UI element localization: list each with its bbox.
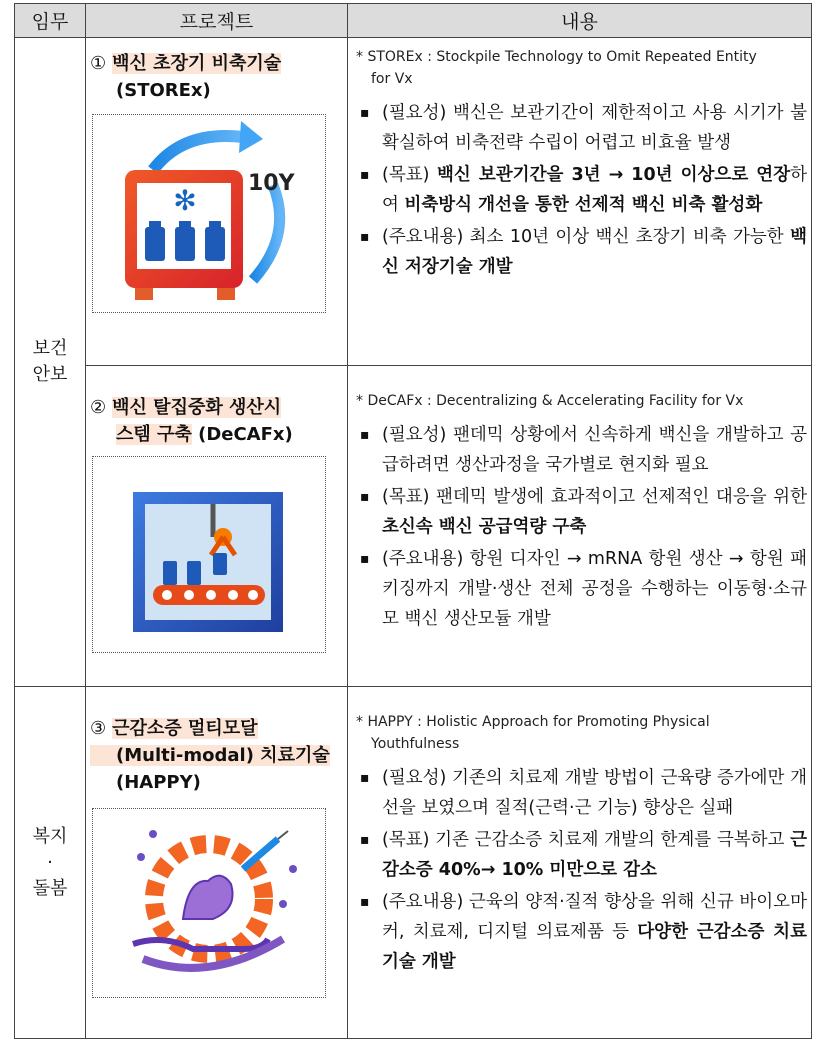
vaccine-storage-image bbox=[92, 114, 326, 313]
header-project: 프로젝트 bbox=[86, 4, 348, 38]
svg-text:✻: ✻ bbox=[173, 184, 197, 217]
content-decafx bbox=[348, 366, 812, 687]
task-health: 보건 안보 bbox=[15, 38, 86, 687]
acronym-note: * HAPPY : Holistic Approach for Promoting Physical Youthfulness bbox=[356, 714, 710, 752]
bullet-main-content: ▪ (주요내용) 최소 10년 이상 백신 초장기 비축 가능한 백신 저장기술 개발 bbox=[356, 222, 807, 282]
muscle-gear-icon bbox=[93, 809, 325, 997]
project-title: ③ 근감소증 멀티모달 (Multi-modal) 치료기술 (HAPPY) bbox=[90, 718, 330, 793]
muscle-therapy-image bbox=[92, 808, 326, 998]
row-happy bbox=[15, 687, 812, 1039]
bullet-necessity: ▪ (필요성) 백신은 보관기간이 제한적이고 사용 시기가 불확실하여 비축전략 수립이 어렵고 비효율 발생 bbox=[356, 98, 807, 158]
bullet-main-content: ▪ (주요내용) 항원 디자인 → mRNA 항원 생산 → 항원 패키징까지 개발·생산 전체 공정을 수행하는 이동형·소규모 백신 생산모듈 개발 bbox=[356, 544, 807, 634]
production-module-image bbox=[92, 456, 326, 653]
project-happy bbox=[86, 687, 348, 1039]
bullet-goal: ▪ (목표) 백신 보관기간을 3년 → 10년 이상으로 연장하여 비축방식 개선을 통한 선제적 백신 비축 활성화 bbox=[356, 160, 807, 220]
freezer-icon bbox=[93, 115, 325, 312]
project-decafx bbox=[86, 366, 348, 687]
bullet-necessity: ▪ (필요성) 기존의 치료제 개발 방법이 근육량 증가에만 개선을 보였으며 질적(근력·근 기능) 향상은 실패 bbox=[356, 763, 807, 823]
content-happy bbox=[348, 687, 812, 1039]
bullet-goal: ▪ (목표) 팬데믹 발생에 효과적이고 선제적인 대응을 위한 초신속 백신 공급역량 구축 bbox=[356, 482, 807, 542]
bullet-main-content: ▪ (주요내용) 근육의 양적·질적 향상을 위해 신규 바이오마커, 치료제, 디지털 의료제품 등 다양한 근감소증 치료 기술 개발 bbox=[356, 887, 807, 977]
svg-text:10Y: 10Y bbox=[248, 171, 295, 196]
factory-robot-icon bbox=[93, 457, 325, 652]
header-content: 내용 bbox=[348, 4, 812, 38]
acronym-note: * DeCAFx : Decentralizing & Accelerating Facility for Vx bbox=[356, 393, 744, 409]
project-storex bbox=[86, 38, 348, 366]
bullet-goal: ▪ (목표) 기존 근감소증 치료제 개발의 한계를 극복하고 근감소증 40%→ 10% 미만으로 감소 bbox=[356, 825, 807, 885]
task-welfare: 복지· 돌봄 bbox=[15, 687, 86, 1039]
row-storex bbox=[15, 38, 812, 366]
content-storex bbox=[348, 38, 812, 366]
acronym-note: * STOREx : Stockpile Technology to Omit Repeated Entity for Vx bbox=[356, 49, 757, 87]
bullet-necessity: ▪ (필요성) 팬데믹 상황에서 신속하게 백신을 개발하고 공급하려면 생산과정을 국가별로 현지화 필요 bbox=[356, 420, 807, 480]
project-table bbox=[14, 3, 812, 1039]
project-title: ① 백신 초장기 비축기술 (STOREx) bbox=[90, 53, 282, 101]
header-task: 임무 bbox=[15, 4, 86, 38]
project-title: ② 백신 탈집중화 생산시 스템 구축 (DeCAFx) bbox=[90, 397, 293, 445]
row-decafx bbox=[15, 366, 812, 687]
header-row bbox=[15, 4, 812, 38]
